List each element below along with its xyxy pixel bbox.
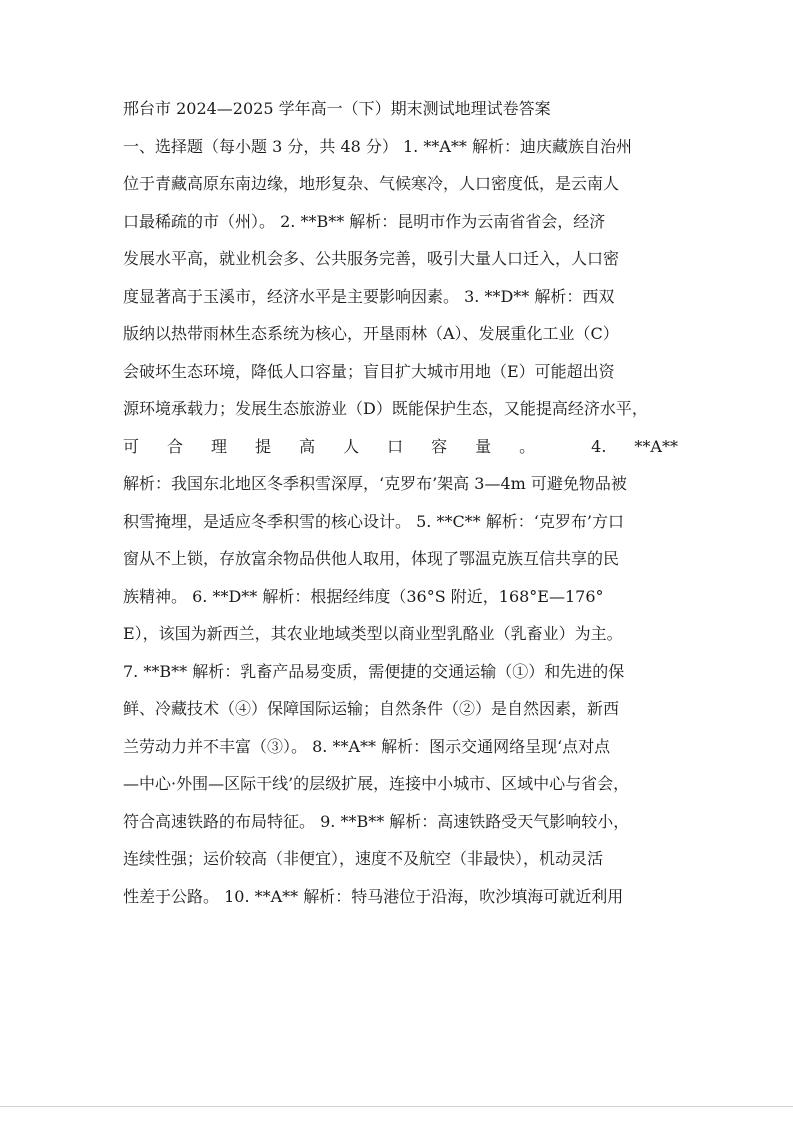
justified-line [123, 428, 678, 466]
text-line: 积雪掩埋，是适应冬季积雪的核心设计。 5. **C** 解析：‘克罗布’方口 [123, 511, 624, 531]
document-title: 邢台市 2024—2025 学年高一（下）期末测试地理试卷答案 [123, 99, 551, 118]
text-line: 度显著高于玉溪市，经济水平是主要影响因素。 3. **D** 解析：西双 [123, 286, 615, 306]
text-line: 源环境承载力；发展生态旅游业（D）既能保护生态，又能提高经济水平， [123, 399, 648, 418]
spread-char: 容 [431, 436, 448, 456]
spread-char: 提 [255, 436, 272, 456]
text-line: 版纳以热带雨林生态系统为核心，开垦雨林（A）、发展重化工业（C） [123, 324, 619, 343]
text-line: 符合高速铁路的布局特征。 9. **B** 解析：高速铁路受天气影响较小， [123, 811, 630, 831]
text-line: —中心·外围—区际干线’的层级扩展，连接中小城市、区域中心与省会， [123, 774, 630, 793]
spread-char: 。 [519, 436, 536, 456]
text-line: 族精神。 6. **D** 解析：根据经纬度（36°S 附近，168°E—176° [123, 586, 604, 606]
text-line: 兰劳动力并不丰富（③）。 8. **A** 解析：图示交通网络呈现‘点对点 [123, 736, 611, 756]
text-line: 性差于公路。 10. **A** 解析：特马港位于沿海，吹沙填海可就近利用 [123, 886, 624, 906]
answer-document [123, 90, 678, 915]
spread-char: 口 [387, 436, 404, 456]
text-line: 一、选择题（每小题 3 分，共 48 分） 1. **A** 解析：迪庆藏族自治州 [123, 136, 632, 156]
question-number: 4. [591, 436, 607, 456]
page-bottom-divider [0, 1106, 793, 1107]
spread-char: 理 [211, 436, 228, 456]
text-line: 连续性强；运价较高（非便宜），速度不及航空（非最快），机动灵活 [123, 849, 604, 868]
spread-char: 可 [123, 436, 140, 456]
text-line: 发展水平高，就业机会多、公共服务完善，吸引大量人口迁入，人口密 [123, 249, 620, 268]
text-line: 会破坏生态环境，降低人口容量；盲目扩大城市用地（E）可能超出资 [123, 361, 615, 381]
text-line: 窗从不上锁，存放富余物品供他人取用，体现了鄂温克族互信共享的民 [123, 549, 620, 568]
text-line: 7. **B** 解析：乳畜产品易变质，需便捷的交通运输（①）和先进的保 [123, 661, 625, 681]
text-line: 解析：我国东北地区冬季积雪深厚，‘克罗布’架高 3—4m 可避免物品被 [123, 474, 627, 493]
text-line: 口最稀疏的市（州）。 2. **B** 解析：昆明市作为云南省省会，经济 [123, 211, 606, 231]
spread-char: 合 [167, 436, 184, 456]
text-line: 位于青藏高原东南边缘，地形复杂、气候寒冷，人口密度低，是云南人 [123, 174, 620, 193]
text-line: 鲜、冷藏技术（④）保障国际运输；自然条件（②）是自然因素，新西 [123, 699, 620, 718]
spread-char: 量 [475, 436, 492, 456]
spread-char: 高 [299, 436, 316, 456]
text-line: E），该国为新西兰，其农业地域类型以商业型乳酪业（乳畜业）为主。 [123, 624, 623, 643]
answer-letter: **A** [634, 436, 678, 456]
spread-char: 人 [343, 436, 360, 456]
